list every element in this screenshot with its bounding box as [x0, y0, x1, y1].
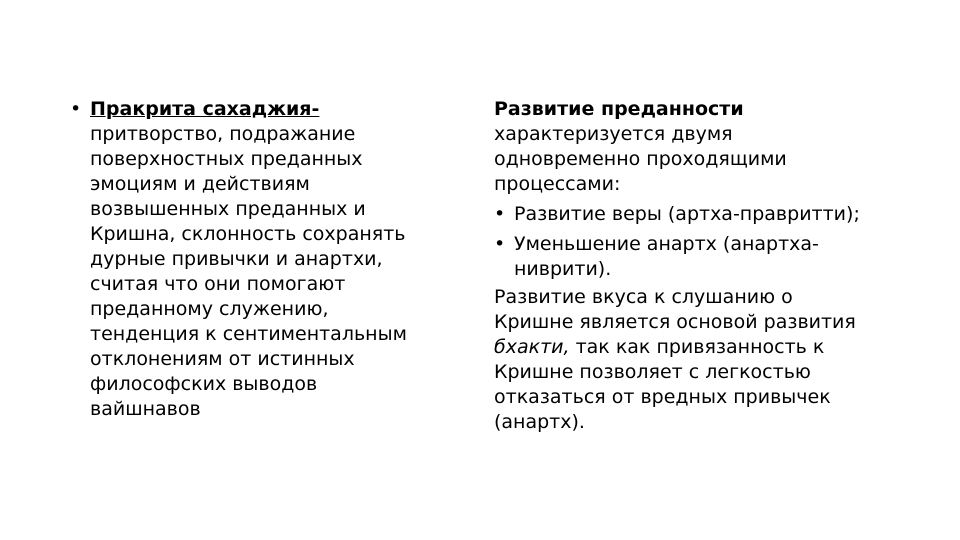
left-line: эмоциям и действиям	[90, 173, 310, 195]
right-para-text: так как привязанность к	[569, 336, 825, 358]
left-line: отклонениям от истинных	[90, 348, 355, 370]
right-bullet-line: Уменьшение анартх (анартха-	[514, 233, 819, 255]
left-line: тенденция к сентиментальным	[90, 323, 407, 345]
right-para-line: Кришне позволяет с легкостью	[494, 361, 811, 383]
right-intro-line: характеризуется двумя	[494, 123, 733, 145]
right-para-line: Кришне является основой развития	[494, 311, 856, 333]
left-line: возвышенных преданных и	[90, 198, 366, 220]
bullet-icon: •	[70, 98, 82, 120]
right-bullet-line: ниврити).	[514, 258, 612, 280]
left-line: философских выводов	[90, 373, 318, 395]
italic-term: бхакти,	[494, 336, 570, 358]
right-paragraph	[494, 285, 934, 435]
left-line: дурные привычки и анартхи,	[90, 248, 383, 270]
left-line: поверхностных преданных	[90, 148, 363, 170]
right-bullet-item	[494, 232, 934, 282]
bullet-icon: •	[494, 203, 506, 225]
right-bullet-line: Развитие веры (артха-правритти);	[514, 203, 860, 225]
left-line: преданному служению,	[90, 298, 329, 320]
right-para-line: Развитие вкуса к слушанию о	[494, 286, 793, 308]
left-column	[70, 97, 465, 422]
right-para-line-mixed	[494, 335, 934, 360]
left-bullet-item	[70, 97, 465, 422]
right-bullet-item	[494, 202, 934, 227]
right-column	[494, 97, 934, 435]
left-line: считая что они помогают	[90, 273, 346, 295]
right-para-line: (анартх).	[494, 411, 585, 433]
right-intro-line: одновременно проходящими	[494, 148, 787, 170]
right-heading: Развитие преданности	[494, 98, 744, 120]
left-heading: Пракрита сахаджия-	[90, 98, 320, 120]
right-para-line: отказаться от вредных привычек	[494, 386, 831, 408]
bullet-icon: •	[494, 233, 506, 255]
right-intro-line: процессами:	[494, 173, 621, 195]
left-line: вайшнавов	[90, 398, 201, 420]
left-line: Кришна, склонность сохранять	[90, 223, 406, 245]
left-line: притворство, подражание	[90, 123, 356, 145]
